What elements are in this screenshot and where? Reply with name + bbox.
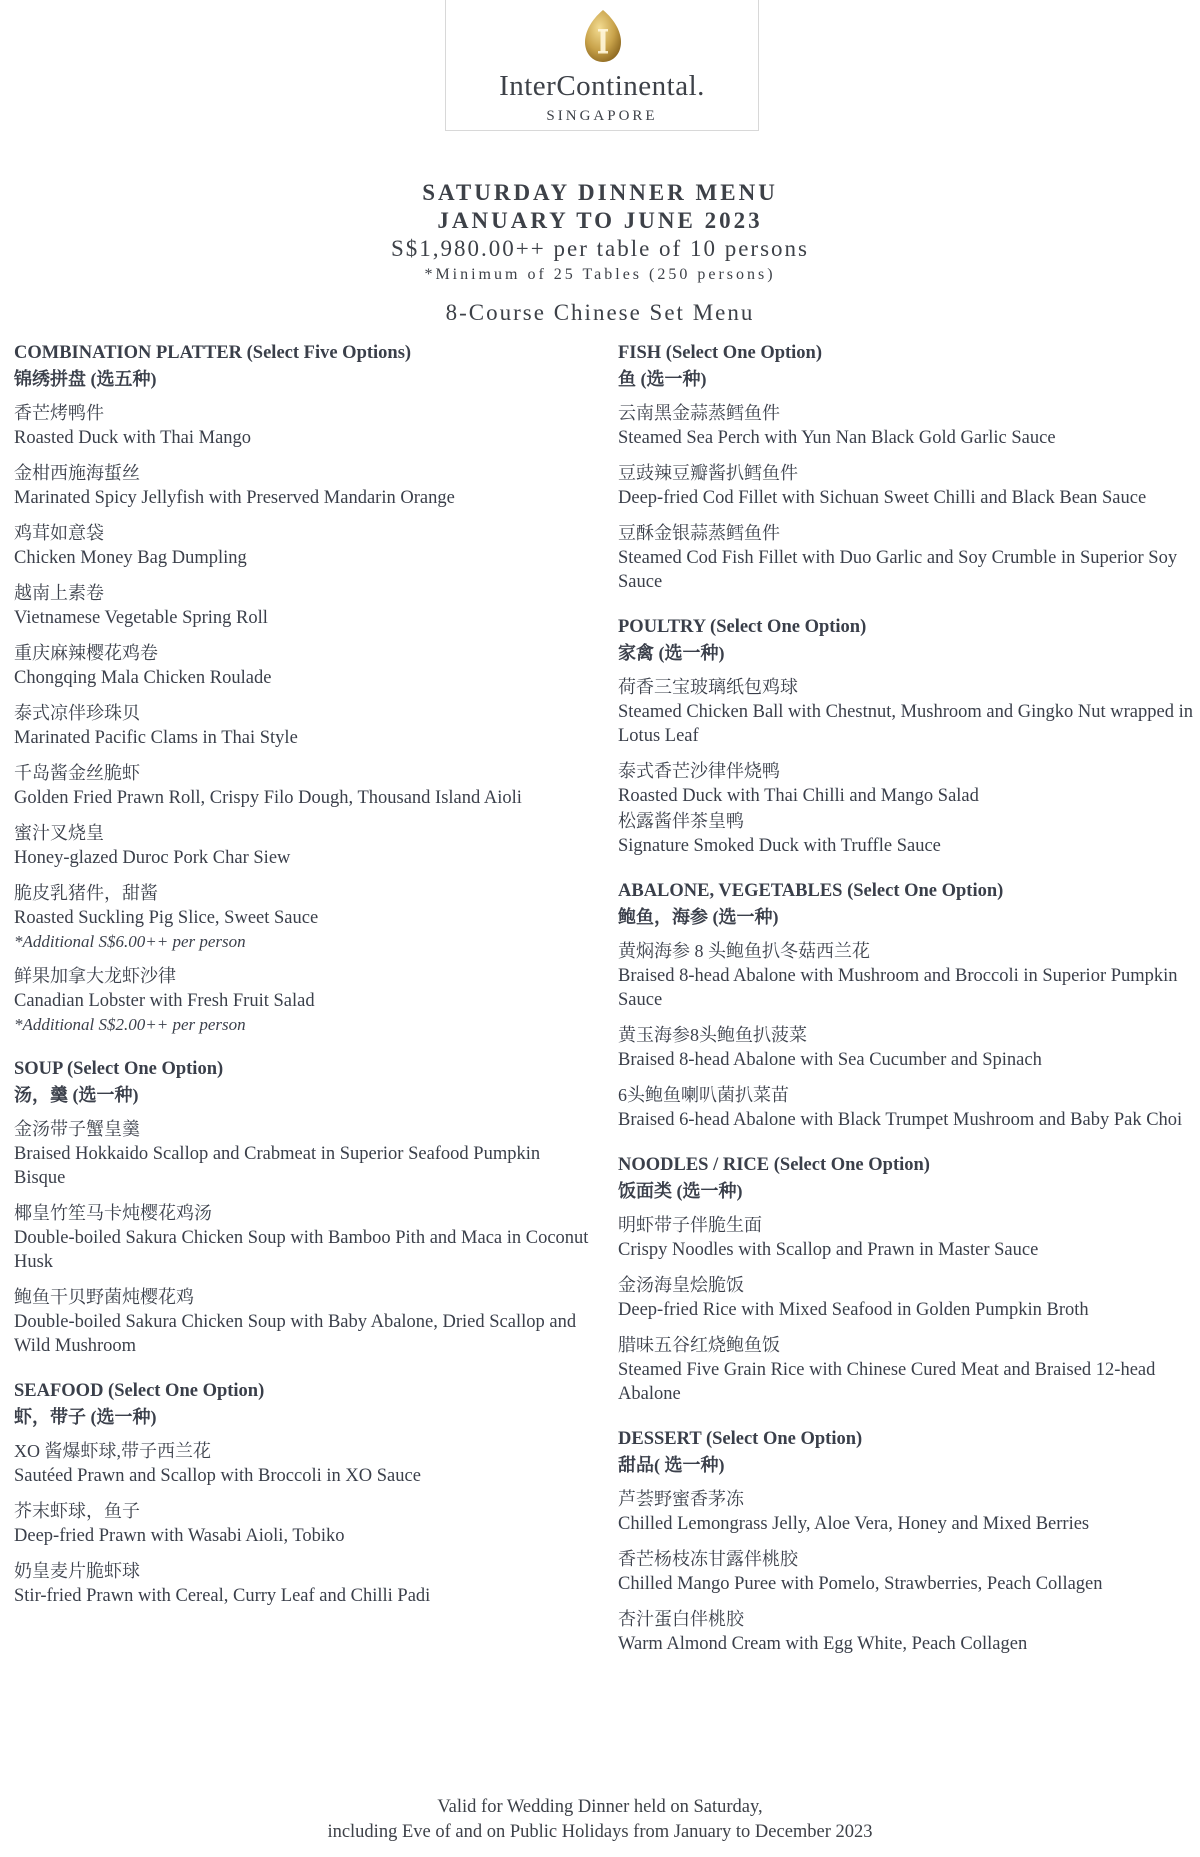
dish-name-english: Crispy Noodles with Scallop and Prawn in Master Sauce	[618, 1240, 1039, 1260]
menu-item	[14, 1200, 594, 1274]
dish-name-english: Double-boiled Sakura Chicken Soup with Bamboo Pith and Maca in Coconut Husk	[14, 1228, 589, 1272]
right-column	[618, 340, 1198, 1676]
surcharge-note: *Additional S$2.00++ per person	[14, 1015, 246, 1034]
dish-name-english: Vietnamese Vegetable Spring Roll	[14, 608, 268, 628]
dish-name-chinese: 黄焖海参 8 头鲍鱼扒冬菇西兰花	[618, 941, 870, 961]
menu-item	[618, 1546, 1198, 1596]
dish-name-chinese: 椰皇竹笙马卡炖樱花鸡汤	[14, 1203, 212, 1223]
dish-name-chinese: 豆豉辣豆瓣酱扒鳕鱼件	[618, 463, 798, 483]
surcharge-note: *Additional S$6.00++ per person	[14, 932, 246, 951]
menu-item	[618, 674, 1198, 748]
dish-name-chinese: 鲜果加拿大龙虾沙律	[14, 966, 176, 986]
section-title-chinese: 虾，带子 (选一种)	[14, 1407, 157, 1427]
dish-name-chinese: 越南上素卷	[14, 583, 104, 603]
dish-name-chinese: 脆皮乳猪件，甜酱	[14, 883, 158, 903]
dish-name-chinese: 鸡茸如意袋	[14, 523, 104, 543]
dish-name-chinese: XO 酱爆虾球,带子西兰花	[14, 1441, 211, 1461]
dish-name-chinese: 云南黑金蒜蒸鳕鱼件	[618, 403, 780, 423]
intercontinental-emblem-icon	[583, 8, 623, 64]
menu-section	[14, 1056, 594, 1358]
menu-item	[14, 700, 594, 750]
dish-name-chinese: 泰式凉伴珍珠贝	[14, 703, 140, 723]
menu-item	[618, 808, 1198, 858]
section-title: POULTRY (Select One Option)	[618, 617, 867, 637]
menu-item	[14, 640, 594, 690]
menu-item	[14, 460, 594, 510]
dish-name-english: Steamed Sea Perch with Yun Nan Black Gold Garlic Sauce	[618, 428, 1056, 448]
menu-section	[618, 340, 1198, 594]
left-column	[14, 340, 594, 1628]
section-title-chinese: 家禽 (选一种)	[618, 643, 725, 663]
section-title-chinese: 汤，羹 (选一种)	[14, 1085, 139, 1105]
dish-name-chinese: 荷香三宝玻璃纸包鸡球	[618, 677, 798, 697]
footer-line-1: Valid for Wedding Dinner held on Saturday,	[437, 1797, 763, 1817]
dish-name-chinese: 重庆麻辣樱花鸡卷	[14, 643, 158, 663]
dish-name-english: Stir-fried Prawn with Cereal, Curry Leaf and Chilli Padi	[14, 1586, 431, 1606]
menu-item	[14, 520, 594, 570]
section-title: SOUP (Select One Option)	[14, 1059, 224, 1079]
menu-period: JANUARY TO JUNE 2023	[437, 208, 763, 233]
dish-name-english: Roasted Duck with Thai Mango	[14, 428, 252, 448]
dish-name-english: Deep-fried Cod Fillet with Sichuan Sweet Chilli and Black Bean Sauce	[618, 488, 1147, 508]
dish-name-english: Warm Almond Cream with Egg White, Peach Collagen	[618, 1634, 1028, 1654]
dish-name-chinese: 杏汁蛋白伴桃胶	[618, 1609, 744, 1629]
dish-name-english: Braised 8-head Abalone with Mushroom and Broccoli in Superior Pumpkin Sauce	[618, 966, 1178, 1010]
section-title-chinese: 饭面类 (选一种)	[618, 1181, 743, 1201]
menu-item	[14, 580, 594, 630]
section-title-chinese: 甜品( 选一种)	[618, 1455, 725, 1475]
menu-section	[618, 614, 1198, 858]
section-title: ABALONE, VEGETABLES (Select One Option)	[618, 881, 1004, 901]
section-title: FISH (Select One Option)	[618, 343, 823, 363]
dish-name-chinese: 千岛酱金丝脆虾	[14, 763, 140, 783]
dish-name-english: Chongqing Mala Chicken Roulade	[14, 668, 272, 688]
menu-section	[618, 1152, 1198, 1406]
section-title-chinese: 锦绣拼盘 (选五种)	[14, 369, 157, 389]
menu-item	[14, 760, 594, 810]
dish-name-english: Roasted Suckling Pig Slice, Sweet Sauce	[14, 908, 319, 928]
dish-name-english: Marinated Spicy Jellyfish with Preserved Mandarin Orange	[14, 488, 455, 508]
menu-item	[14, 1284, 594, 1358]
menu-item	[618, 1606, 1198, 1656]
menu-item	[14, 1498, 594, 1548]
menu-item	[14, 880, 594, 953]
dish-name-chinese: 芥末虾球，鱼子	[14, 1501, 140, 1521]
dish-name-chinese: 豆酥金银蒜蒸鳕鱼件	[618, 523, 780, 543]
menu-price: S$1,980.00++ per table of 10 persons	[391, 236, 809, 261]
dish-name-english: Deep-fried Rice with Mixed Seafood in Golden Pumpkin Broth	[618, 1300, 1089, 1320]
dish-name-english: Chicken Money Bag Dumpling	[14, 548, 247, 568]
dish-name-english: Sautéed Prawn and Scallop with Broccoli in XO Sauce	[14, 1466, 421, 1486]
dish-name-chinese: 奶皇麦片脆虾球	[14, 1561, 140, 1581]
menu-item	[14, 400, 594, 450]
menu-item	[618, 758, 1198, 808]
section-title: NOODLES / RICE (Select One Option)	[618, 1155, 930, 1175]
menu-item	[618, 938, 1198, 1012]
footer	[0, 1795, 1200, 1845]
menu-section	[14, 1378, 594, 1608]
dish-name-english: Roasted Duck with Thai Chilli and Mango Salad	[618, 786, 979, 806]
dish-name-english: Signature Smoked Duck with Truffle Sauce	[618, 836, 941, 856]
dish-name-chinese: 香芒杨枝冻甘露伴桃胶	[618, 1549, 798, 1569]
menu-item	[618, 1486, 1198, 1536]
dish-name-chinese: 香芒烤鸭件	[14, 403, 104, 423]
dish-name-chinese: 芦荟野蜜香茅冻	[618, 1489, 744, 1509]
menu-item	[618, 1332, 1198, 1406]
dish-name-english: Steamed Chicken Ball with Chestnut, Mushroom and Gingko Nut wrapped in Lotus Leaf	[618, 702, 1193, 746]
dish-name-chinese: 松露酱伴茶皇鸭	[618, 811, 744, 831]
menu-item	[618, 1212, 1198, 1262]
dish-name-chinese: 蜜汁叉烧皇	[14, 823, 104, 843]
menu-item	[618, 1022, 1198, 1072]
menu-minimum: *Minimum of 25 Tables (250 persons)	[424, 266, 776, 283]
dish-name-english: Braised 8-head Abalone with Sea Cucumber and Spinach	[618, 1050, 1042, 1070]
menu-item	[618, 400, 1198, 450]
dish-name-chinese: 泰式香芒沙律伴烧鸭	[618, 761, 780, 781]
dish-name-chinese: 金汤海皇烩脆饭	[618, 1275, 744, 1295]
menu-item	[14, 1558, 594, 1608]
menu-item	[14, 1438, 594, 1488]
footer-line-2: including Eve of and on Public Holidays from January to December 2023	[327, 1822, 873, 1842]
menu-item	[618, 1082, 1198, 1132]
dish-name-english: Chilled Lemongrass Jelly, Aloe Vera, Honey and Mixed Berries	[618, 1514, 1090, 1534]
dish-name-english: Steamed Cod Fish Fillet with Duo Garlic and Soy Crumble in Superior Soy Sauce	[618, 548, 1178, 592]
section-title: DESSERT (Select One Option)	[618, 1429, 863, 1449]
dish-name-chinese: 金汤带子蟹皇羹	[14, 1119, 140, 1139]
dish-name-chinese: 鲍鱼干贝野菌炖樱花鸡	[14, 1287, 194, 1307]
dish-name-english: Chilled Mango Puree with Pomelo, Strawberries, Peach Collagen	[618, 1574, 1103, 1594]
dish-name-english: Deep-fried Prawn with Wasabi Aioli, Tobiko	[14, 1526, 345, 1546]
menu-item	[14, 820, 594, 870]
dish-name-english: Canadian Lobster with Fresh Fruit Salad	[14, 991, 315, 1011]
dish-name-english: Double-boiled Sakura Chicken Soup with Baby Abalone, Dried Scallop and Wild Mushroom	[14, 1312, 577, 1356]
menu-section	[618, 878, 1198, 1132]
section-title-chinese: 鱼 (选一种)	[618, 369, 707, 389]
menu-item	[618, 520, 1198, 594]
dish-name-english: Braised Hokkaido Scallop and Crabmeat in Superior Seafood Pumpkin Bisque	[14, 1144, 541, 1188]
menu-title: SATURDAY DINNER MENU	[422, 180, 778, 205]
dish-name-english: Braised 6-head Abalone with Black Trumpet Mushroom and Baby Pak Choi	[618, 1110, 1183, 1130]
dish-name-english: Marinated Pacific Clams in Thai Style	[14, 728, 298, 748]
brand-location: SINGAPORE	[546, 108, 658, 124]
menu-item	[618, 1272, 1198, 1322]
dish-name-chinese: 明虾带子伴脆生面	[618, 1215, 762, 1235]
menu-section	[14, 340, 594, 1036]
dish-name-english: Steamed Five Grain Rice with Chinese Cured Meat and Braised 12-head Abalone	[618, 1360, 1156, 1404]
dish-name-english: Honey-glazed Duroc Pork Char Siew	[14, 848, 291, 868]
dish-name-chinese: 黄玉海参8头鲍鱼扒菠菜	[618, 1025, 807, 1045]
menu-item	[618, 460, 1198, 510]
dish-name-chinese: 腊味五谷红烧鲍鱼饭	[618, 1335, 780, 1355]
section-title-chinese: 鲍鱼，海参 (选一种)	[618, 907, 779, 927]
dish-name-chinese: 金柑西施海蜇丝	[14, 463, 140, 483]
menu-item	[14, 963, 594, 1036]
menu-item	[14, 1116, 594, 1190]
dish-name-chinese: 6头鲍鱼喇叭菌扒菜苗	[618, 1085, 789, 1105]
dish-name-english: Golden Fried Prawn Roll, Crispy Filo Dough, Thousand Island Aioli	[14, 788, 522, 808]
section-title: COMBINATION PLATTER (Select Five Options)	[14, 343, 412, 363]
menu-subtitle: 8-Course Chinese Set Menu	[445, 300, 755, 325]
logo	[445, 0, 759, 131]
section-title: SEAFOOD (Select One Option)	[14, 1381, 265, 1401]
menu-section	[618, 1426, 1198, 1656]
brand-name: InterContinental.	[499, 70, 705, 102]
